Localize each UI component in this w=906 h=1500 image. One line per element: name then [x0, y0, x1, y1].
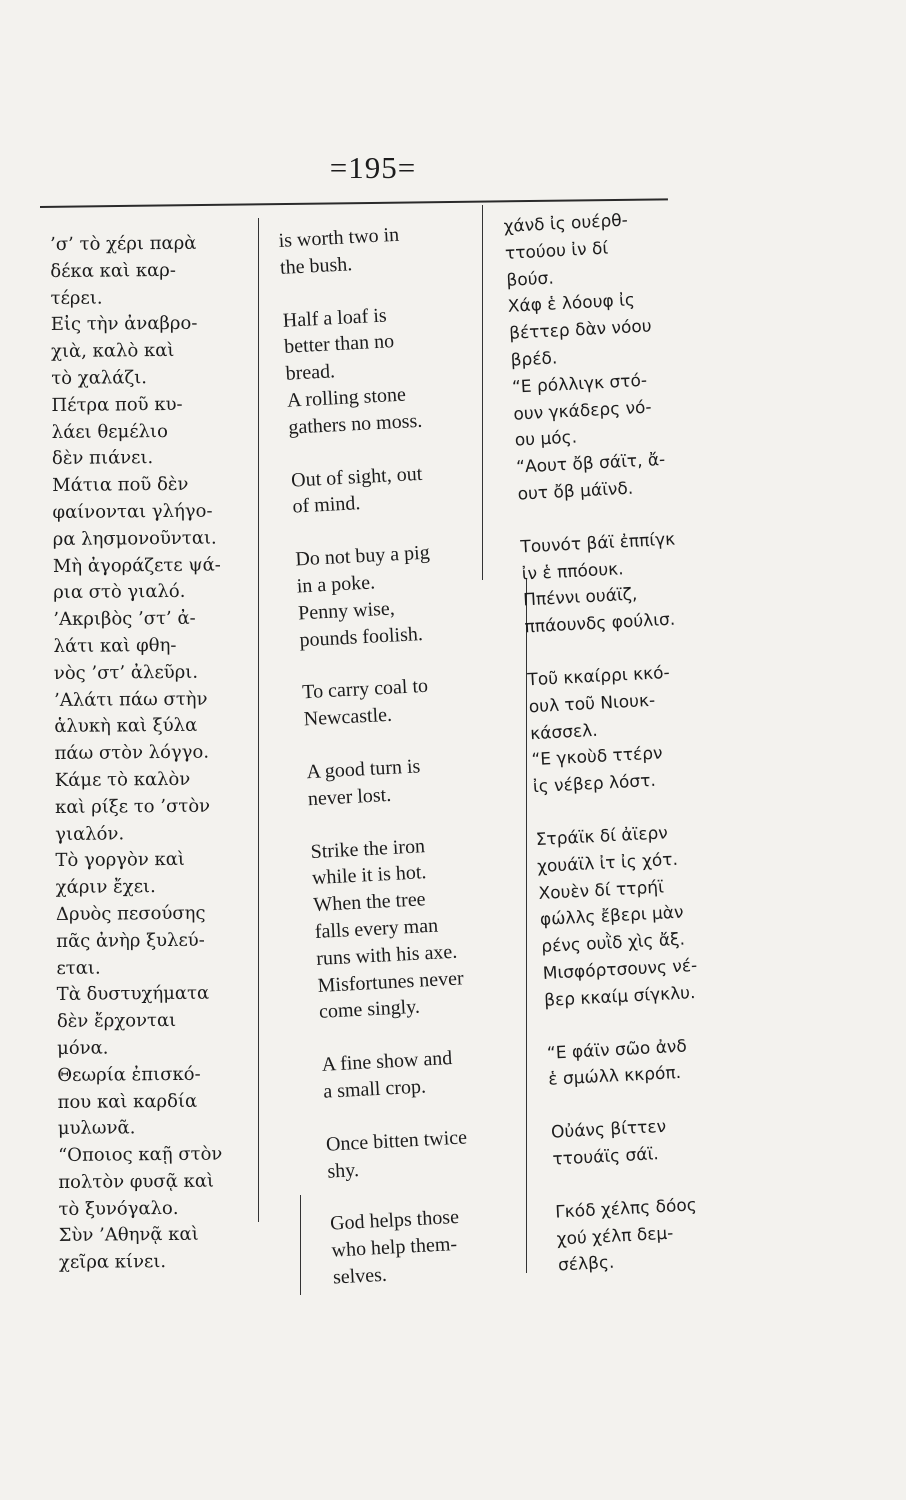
english-line: Do not buy a pig: [294, 541, 431, 571]
english-line: Newcastle.: [303, 703, 393, 731]
greek-line: μόνα.: [57, 1037, 109, 1059]
english-line: never lost.: [307, 783, 392, 810]
greek-line: ρια στὸ γιαλό.: [53, 581, 186, 604]
transliteration-line: φώλλς ἔβερι μὰν: [539, 902, 685, 931]
greek-line: γιαλόν.: [55, 822, 125, 845]
greek-line: μυλωνᾶ.: [57, 1117, 136, 1140]
english-line: is worth two in: [278, 223, 400, 252]
transliteration-line: χού χέλπ δεμ-: [556, 1222, 674, 1250]
english-line: a small crop.: [322, 1075, 427, 1103]
greek-line: Μὴ ἀγοράζετε ψά-: [52, 554, 221, 577]
greek-line: “Οποιος καῇ στὸν: [57, 1143, 223, 1167]
english-line: come singly.: [318, 995, 421, 1024]
greek-line: Σὺν ’Αθηνᾷ καὶ: [58, 1224, 199, 1247]
english-line: God helps those: [329, 1206, 460, 1235]
transliteration-line: Οὐάνς βίττεν: [550, 1116, 667, 1143]
transliteration-line: ρένς ουῒδ χὶς ἄξ.: [540, 929, 686, 958]
transliteration-line: ουτ ὄβ μάϊνδ.: [517, 478, 634, 505]
transliteration-line: ττουάϊς σάϊ.: [552, 1144, 660, 1170]
greek-line: Τὰ δυστυχήματα: [56, 982, 210, 1006]
transliteration-column: [503, 200, 828, 1280]
greek-line: πάω στὸν λόγγο.: [54, 741, 210, 765]
transliteration-line: Τοῦ κκαίρρι κκό-: [526, 662, 671, 691]
english-line: Once bitten twice: [325, 1126, 468, 1156]
greek-line: Κάμε τὸ καλὸν: [54, 768, 191, 791]
transliteration-line: ἑ σμώλλ κκρόπ.: [547, 1063, 682, 1091]
transliteration-line: χουάϊλ ἰτ ἰς χότ.: [536, 849, 679, 877]
greek-line: ρα λησμονοῦνται.: [52, 527, 217, 550]
transliteration-line: Τουνότ βάϊ ἐππίγκ: [519, 529, 676, 558]
english-line: while it is hot.: [311, 861, 427, 890]
greek-line: νὸς ’στ’ ἀλεῦρι.: [53, 661, 199, 684]
transliteration-line: ττούου ἰν δί: [504, 238, 609, 264]
english-line: better than no: [283, 330, 395, 359]
english-line: the bush.: [279, 252, 353, 279]
english-line: Misfortunes never: [317, 966, 465, 997]
transliteration-line: βούσ.: [505, 268, 555, 291]
page-number: =195=: [329, 150, 417, 185]
english-line: shy.: [326, 1158, 360, 1183]
greek-line: δὲν πιάνει.: [51, 447, 154, 470]
english-line: A good turn is: [305, 755, 421, 784]
transliteration-line: Ππέννι ουάϊζ,: [522, 584, 638, 611]
greek-line: χάριν ἔχει.: [55, 876, 156, 899]
greek-line: ’Ακριβὸς ’στ’ ἀ-: [53, 607, 196, 631]
greek-line: Μάτια ποῦ δὲν: [52, 473, 189, 497]
greek-line: που καὶ καρδία: [57, 1090, 198, 1113]
english-line: Penny wise,: [297, 597, 396, 625]
english-line: gathers no moss.: [287, 409, 423, 439]
greek-line: φαίνονται γλήγο-: [52, 500, 213, 523]
english-line: Half a loaf is: [282, 304, 388, 332]
greek-line: εται.: [56, 957, 101, 979]
greek-column: [50, 230, 269, 1277]
greek-line: πολτὸν φυσᾷ καὶ: [58, 1170, 215, 1193]
english-line: A rolling stone: [286, 383, 407, 412]
greek-line: Τὸ γοργὸν καὶ: [55, 849, 186, 872]
greek-line: Δρυὸς πεσούσης: [55, 902, 206, 925]
english-line: Strike the iron: [310, 834, 426, 863]
transliteration-line: Γκόδ χέλπς δόος: [554, 1194, 698, 1223]
english-line: A fine show and: [321, 1047, 453, 1076]
greek-line: ἁλυκὴ καὶ ξύλα: [54, 715, 198, 738]
greek-line: Πέτρα ποῦ κυ-: [51, 393, 183, 416]
transliteration-line: Στράϊκ δί ἀϊερν: [535, 823, 669, 851]
english-line: of mind.: [292, 492, 361, 518]
greek-line: χεῖρα κίνει.: [58, 1251, 167, 1274]
transliteration-line: κάσσελ.: [529, 720, 599, 744]
transliteration-line: βέττερ δὰν νόου: [508, 316, 653, 345]
greek-line: δὲν ἔρχονται: [56, 1010, 177, 1033]
transliteration-line: “Ε φάϊν σῶο ἀνδ: [546, 1036, 688, 1064]
transliteration-line: “Ε ρόλλιγκ στό-: [511, 370, 648, 398]
greek-line: δέκα καὶ καρ-: [50, 259, 176, 282]
transliteration-line: “Αουτ ὄβ σάϊτ, ἄ-: [515, 450, 666, 478]
english-line: who help them-: [331, 1233, 458, 1262]
transliteration-line: Χουὲν δί ττρήϊ: [538, 877, 665, 904]
english-line: Out of sight, out: [290, 462, 423, 492]
greek-line: χιὰ, καλὸ καὶ: [50, 340, 175, 363]
english-line: When the tree: [312, 888, 427, 917]
top-rule: [40, 198, 668, 208]
english-line: To carry coal to: [301, 675, 429, 704]
transliteration-line: Μισφόρτσουνς νέ-: [542, 955, 698, 984]
greek-line: Θεωρία ἐπισκό-: [57, 1063, 201, 1086]
greek-line: ’σ’ τὸ χέρι παρὰ: [50, 232, 197, 255]
transliteration-line: βρέδ.: [510, 348, 558, 371]
english-line: selves.: [332, 1263, 388, 1289]
greek-line: λάει θεμέλιο: [51, 420, 168, 443]
greek-line: τέρει.: [50, 287, 103, 309]
english-line: falls every man: [314, 914, 439, 943]
transliteration-line: χάνδ ἰς ουέρθ-: [503, 210, 629, 237]
transliteration-line: ἰν ἑ ππόουκ.: [521, 558, 625, 585]
greek-line: ’Αλάτι πάω στὴν: [53, 688, 208, 711]
english-line: runs with his axe.: [315, 940, 458, 970]
greek-line: τὸ ξυνόγαλο.: [58, 1197, 179, 1220]
english-line: in a poke.: [296, 571, 376, 598]
transliteration-line: Χάφ ἑ λόουφ ἰς: [507, 290, 636, 318]
transliteration-line: σέλβς.: [557, 1252, 615, 1276]
transliteration-line: ου μός.: [514, 427, 578, 452]
transliteration-line: ουλ τοῦ Νιουκ-: [528, 690, 656, 718]
greek-line: πᾶς ἀνὴρ ξυλεύ-: [56, 929, 205, 952]
greek-line: τὸ χαλάζι.: [51, 367, 148, 389]
transliteration-line: ουν γκάδερς νό-: [512, 397, 653, 425]
transliteration-line: “Ε γκοὺδ ττέρν: [531, 743, 664, 771]
greek-line: καὶ ρίξε το ’στὸν: [54, 795, 211, 818]
english-line: bread.: [285, 360, 336, 385]
greek-line: λάτι καὶ φθη-: [53, 634, 177, 657]
english-line: pounds foolish.: [299, 622, 424, 651]
greek-line: Εἰς τὴν ἀναβρο-: [50, 313, 198, 336]
transliteration-line: ππάουνδς φούλισ.: [524, 609, 676, 638]
column-divider-left-lower: [300, 1195, 301, 1295]
transliteration-line: ἰς νέβερ λόστ.: [532, 770, 657, 798]
transliteration-line: βερ κκαίμ σίγκλυ.: [543, 982, 696, 1011]
